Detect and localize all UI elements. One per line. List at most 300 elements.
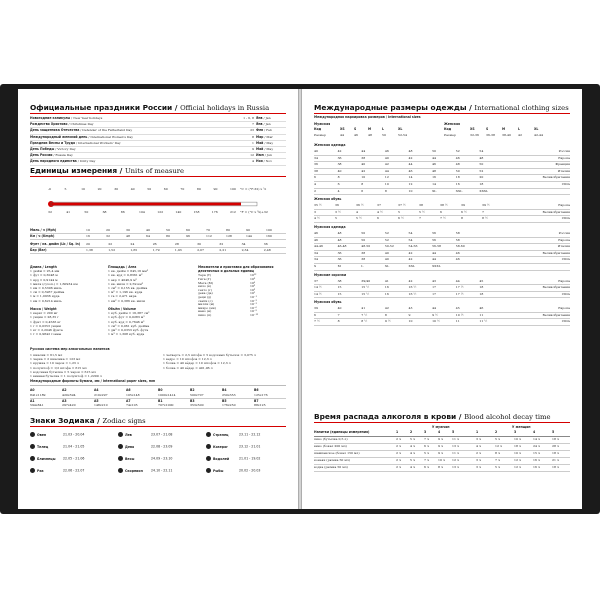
clothing-cell: 4	[314, 181, 316, 186]
holiday-name-en: / International Workers' Day	[75, 140, 121, 145]
clothing-cell: 4 ½	[377, 209, 383, 214]
alcohol-men-value: 9 ч	[438, 450, 443, 455]
pressure-label: Фунт / кв. дюйм (Lb / Sq. in)	[30, 242, 81, 246]
clothing-cell: 18	[479, 291, 484, 296]
alcohol-men-value: 13 ч	[452, 443, 459, 448]
clothing-header-cell: XS	[340, 127, 345, 131]
speed-value: 70	[206, 228, 210, 232]
holiday-date: 1	[252, 140, 254, 145]
clothing-country: Россия	[558, 230, 570, 235]
pressure-value: 26	[152, 242, 157, 246]
pressure-value: 1,79	[152, 248, 160, 253]
clothing-cell: 39	[461, 203, 465, 208]
clothing-row	[314, 175, 570, 182]
alcohol-women-value: 21 ч	[552, 457, 559, 462]
zodiac-dates: 22.08 - 23.09	[151, 444, 173, 449]
clothing-cell: 35 ½	[314, 203, 322, 208]
clothing-group-name: Мужская одежда	[314, 224, 346, 229]
clothing-cell: 58	[455, 237, 460, 242]
paper-code: A6	[126, 388, 131, 392]
clothing-cell: 8	[337, 175, 340, 180]
clothing-row	[314, 313, 570, 320]
alcohol-women-label: У женщин	[512, 425, 531, 429]
clothing-row	[314, 182, 570, 189]
speed-row	[30, 234, 286, 240]
mass-block: Масса / Weight 1 карат = 200 мг 1 унция = 28,35 г 1 фунт = 0,4536 кг 1 г = 0,0353 унции 1 кг = 2,2046 фунта 1 т = 0,9842 тонны	[30, 307, 100, 336]
clothing-row	[314, 264, 570, 271]
holiday-date: 1 - 6, 8	[243, 116, 254, 120]
clothing-cell: 5	[398, 209, 400, 214]
clothing-cell: 44	[384, 168, 389, 173]
clothing-header-cell: M	[368, 127, 372, 131]
alcohol-men-value: 7 ч	[424, 436, 429, 441]
alcohol-men-value: 6 ч	[424, 443, 429, 448]
clothing-country: США	[561, 291, 570, 296]
clothing-cell: 39/40	[361, 278, 371, 283]
zodiac-name: Лев	[125, 432, 132, 437]
holiday-name	[30, 135, 133, 139]
holiday-month	[256, 128, 286, 132]
clothing-cell: 44	[432, 306, 437, 311]
alcohol-women-value: 24 ч	[533, 443, 540, 448]
zodiac-name: Козерог	[213, 444, 228, 449]
volume-line: 1 куб. дюйм = 16,387 см³	[108, 311, 150, 316]
paper-code: B0	[158, 388, 163, 392]
holiday-name-en: / Russia Day	[52, 153, 73, 158]
clothing-cell: 18	[479, 181, 484, 186]
clothing-cell: 6	[314, 312, 316, 317]
paper-size: 125x176	[254, 392, 268, 397]
paper-code: A1	[30, 398, 35, 403]
clothing-cell: 8	[361, 181, 364, 186]
paper-title: Международные форматы бумаги, мм / International paper sizes, mm	[30, 379, 156, 383]
alcohol-women-value: 14 ч	[533, 436, 540, 441]
paper-size: 500x707	[190, 392, 204, 397]
prefix-value: 10⁻¹²	[250, 312, 259, 317]
prefix-value: 10⁻³	[250, 302, 257, 307]
clothing-cell: 52	[479, 168, 484, 173]
alcohol-row	[314, 444, 570, 451]
speed-value: 100	[266, 228, 272, 232]
holiday-name-ru: Рождество Христово	[30, 122, 68, 127]
speed-label: Км / ч (Kmph)	[30, 234, 55, 239]
paper-code: A2	[62, 388, 67, 392]
alcohol-rule	[314, 422, 570, 423]
zodiac-sign	[118, 432, 172, 437]
holiday-name-ru: День народного единства	[30, 159, 77, 164]
clothing-cell: 12	[408, 181, 413, 186]
prefixes-block: Множители и приставки для образования десятичных и дольных единиц Тера (Т) 10¹² Гига (Г) 10⁹ Мега (М) 10⁶ кило (к) 10³ гекто (г) 10² дека (да) 10¹ деци (д) 10⁻¹ санти (с) 10⁻² милли (м) 10⁻³ микро (мк) 10⁻⁶ нано (н) 10⁻⁹ пико (п) 10⁻¹²	[198, 265, 288, 317]
holiday-month-en: / Nov	[262, 159, 273, 164]
alcohol-measure-line: 1 ведро = 10 штофов = 12,3 л	[163, 357, 212, 362]
clothing-cell: 9	[408, 312, 411, 317]
alcohol-table	[314, 430, 570, 472]
clothing-row	[314, 169, 570, 176]
alcohol-men-value: 5 ч	[410, 457, 415, 462]
fahrenheit-scale	[48, 210, 288, 215]
prefix-name: кило (к)	[198, 284, 212, 289]
paper-code: A3	[62, 398, 67, 403]
volume-line: 1 м³ = 1,308 куб. ярда	[108, 332, 145, 337]
volume-block: Объём / Volume 1 куб. дюйм = 16,387 см³ 1 куб. фут = 0,0283 м³ 1 куб. ярд = 0,7646 м³ 1 см³ = 0,061 куб. дюйма 1 дм³ = 0,0353 куб. фута 1 м³ = 1,308 куб. ярда	[108, 307, 188, 336]
alcohol-men-value: 13 ч	[452, 464, 459, 469]
clothing-cell: 38	[314, 168, 318, 173]
clothing-cell: 58-60	[455, 244, 465, 249]
holiday-month	[256, 159, 286, 163]
clothing-cell: 52	[384, 237, 389, 242]
speed-value: 16	[86, 234, 90, 239]
speed-value: 96	[186, 234, 190, 239]
zodiac-icon	[30, 432, 35, 437]
clothing-cell: 6	[440, 209, 442, 214]
alcohol-men-label: У мужчин	[432, 425, 450, 429]
clothing-country: Италия	[557, 168, 570, 173]
alcohol-head-cell: 2	[495, 430, 498, 434]
clothing-cell: 48	[337, 230, 342, 235]
alcohol-men-value: 5 ч	[410, 436, 415, 441]
paper-size: 176x250	[222, 403, 236, 408]
clothing-header-cell: M	[502, 127, 506, 131]
holiday-month-ru: Янв	[256, 116, 263, 120]
paper-size: 148x210	[94, 403, 108, 408]
alcohol-women-value: 3 ч	[476, 464, 481, 469]
clothing-cell: 38	[361, 257, 366, 262]
scale-tick-label: 30	[114, 187, 119, 191]
clothing-country: Европа	[558, 306, 570, 311]
clothing-row	[314, 292, 570, 299]
paper-size: 105x148	[126, 392, 140, 397]
length-line: 1 ярд = 0,9144 м	[30, 277, 58, 282]
clothing-cell: 36	[337, 257, 342, 262]
clothing-cell: 39	[314, 306, 318, 311]
alcohol-men-value: 6 ч	[424, 464, 429, 469]
holiday-month-ru: Май	[256, 140, 264, 145]
alcohol-measures-block: Русская система мер алкогольных напитков	[30, 347, 110, 351]
alcohol-drink: пиво (бутылка 0,5 л)	[314, 436, 348, 441]
clothing-cell: 38	[419, 203, 423, 208]
clothing-cell: 48	[432, 168, 437, 173]
clothing-cell: 34	[314, 250, 318, 255]
speed-value: 20	[106, 228, 110, 232]
holiday-name-en: / Defender of the Fatherland Day	[79, 128, 133, 133]
clothing-country: США	[561, 216, 570, 221]
holiday-name-en: / New Year holidays	[70, 116, 103, 120]
clothing-cell: 54	[479, 149, 484, 153]
alcohol-row	[314, 458, 570, 465]
clothing-cell: 41	[361, 306, 366, 311]
clothing-header-cell: 44	[340, 133, 344, 137]
clothing-country: Европа	[558, 155, 570, 160]
clothing-header-cell: Размер	[314, 133, 326, 137]
holiday-name-en: / Christmas Day	[67, 122, 94, 127]
clothing-row	[314, 279, 570, 286]
volume-line: 1 куб. ярд = 0,7646 м³	[108, 319, 145, 324]
clothing-cell: 45	[455, 306, 460, 311]
clothing-cell: 36	[314, 162, 318, 167]
scale-tick-label: 212	[230, 210, 236, 214]
clothing-cell: 9 ½	[432, 312, 439, 317]
clothing-header-cell: 46	[354, 133, 358, 137]
clothing-cell: 7	[482, 209, 484, 214]
scale-tick-label: 50	[84, 210, 89, 214]
clothing-country: США	[561, 257, 570, 262]
paper-size: 74x105	[126, 403, 138, 408]
pressure-value: 1,52	[108, 248, 116, 253]
holiday-month-en: / Jan	[262, 122, 271, 127]
clothing-cell: 40	[384, 250, 389, 255]
speed-label: Миль / ч (Mph)	[30, 228, 57, 232]
prefix-value: 10⁹	[250, 277, 256, 281]
speed-table	[30, 228, 286, 240]
clothing-cell: 42	[408, 250, 413, 255]
clothing-country: Великобритания	[542, 250, 570, 255]
clothing-cell: 46	[455, 250, 460, 255]
paper-size: 420x594	[62, 392, 76, 397]
holiday-row	[30, 159, 286, 165]
holiday-name-ru: День России	[30, 153, 53, 158]
pressure-value: 2,48	[263, 248, 271, 253]
clothing-cell: 46	[314, 237, 318, 242]
speed-value: 160	[266, 234, 272, 239]
clothing-cell: XL	[384, 263, 390, 268]
zodiac-dates: 22.06 - 22.07	[63, 468, 85, 473]
alcohol-women-value: 10 ч	[514, 450, 521, 455]
area-line: 1 кв. ярд = 0,8361 м²	[108, 273, 143, 278]
holiday-name	[30, 153, 73, 157]
clothing-header-cell: L	[382, 127, 384, 131]
alcohol-women-value: 28 ч	[552, 443, 559, 448]
clothing-cell: 40	[337, 306, 342, 311]
alcohol-measure-line: 1 бочка = 40 вёдер = 491,96 л	[163, 365, 213, 370]
holiday-date: 9	[252, 146, 254, 151]
pressure-row	[30, 248, 286, 254]
clothing-cell: 46	[455, 155, 460, 160]
zodiac-icon	[206, 468, 211, 473]
holiday-month	[256, 147, 286, 151]
clothing-cell: M	[337, 263, 341, 268]
alcohol-measure-line: 1 четверть = 2,5 штофа = 5 водочных бутылок = 3,075 л	[163, 353, 256, 357]
holiday-month	[256, 141, 286, 145]
prefix-value: 10¹	[250, 291, 256, 296]
holiday-date: 7	[252, 122, 254, 127]
clothing-cell: 42	[408, 257, 413, 262]
clothing-cell: 39 ½	[482, 203, 490, 208]
clothing-cell: 7	[337, 312, 340, 317]
clothing-cell: 17 ½	[455, 285, 464, 290]
alcohol-head-cell: Напитки (единицы измерения)	[314, 430, 370, 434]
clothing-cell: 14	[408, 175, 413, 180]
alcohol-women-value: 5 ч	[495, 464, 500, 469]
clothing-group-name: Мужская обувь	[314, 300, 342, 305]
clothing-row	[314, 244, 570, 251]
clothing-cell: 44-46	[314, 244, 323, 249]
zodiac-name: Близнецы	[37, 456, 56, 461]
clothing-cell: 54	[408, 230, 413, 235]
alcohol-women-value: 2 ч	[476, 450, 481, 455]
alcohol-measure-line: 1 кружка = 10 чарок = 1,23 л	[30, 361, 79, 366]
clothing-cell: XXL	[408, 263, 415, 268]
clothing-row	[314, 231, 570, 238]
clothing-cell: 10	[361, 175, 366, 180]
alcohol-men-value: 2 ч	[396, 443, 401, 448]
zodiac-dates: 24.10 - 22.11	[151, 468, 173, 473]
clothing-cell: 42	[408, 155, 413, 160]
pressure-value: 20	[86, 242, 90, 246]
clothing-cell: 56	[432, 230, 437, 235]
clothing-header-cell: 42	[518, 133, 522, 137]
holidays-rule	[30, 113, 286, 114]
prefix-name: Гига (Г)	[198, 277, 212, 281]
right-page	[302, 89, 582, 509]
clothing-subtitle: Международная маркировка размеров / International sizes	[314, 115, 421, 119]
paper-code: A4	[94, 388, 99, 392]
fahrenheit-formula: °F = (°C x ⁹⁄₅)+32	[240, 210, 268, 214]
clothing-cell: 43	[432, 278, 437, 283]
clothing-cell: 15	[337, 291, 342, 296]
prefix-row	[198, 313, 288, 317]
length-line: 1 фут = 0,3048 м	[30, 273, 58, 278]
alcohol-men-value: 4 ч	[410, 450, 415, 455]
zodiac-sign	[118, 456, 172, 461]
clothing-cell: 5 ½	[419, 209, 425, 214]
paper-size: 210x297	[94, 392, 108, 397]
alcohol-drink: шампанское (бокал 150 мл)	[314, 450, 360, 455]
clothing-cell: 2	[314, 188, 316, 193]
clothing-cell: 52	[455, 149, 460, 153]
thermometer-icon	[48, 201, 264, 207]
pressure-value: 2,34	[241, 248, 249, 253]
alcohol-title: Время распада алкоголя в крови / Blood alcohol decay time	[314, 412, 551, 421]
holiday-month-ru: Мар	[256, 134, 264, 139]
clothing-cell: 18	[455, 175, 460, 180]
zodiac-icon	[30, 468, 35, 473]
alcohol-women-value: 8 ч	[495, 450, 500, 455]
zodiac-icon	[206, 432, 211, 437]
clothing-cell: 16	[432, 175, 437, 180]
clothing-country: Великобритания	[542, 209, 570, 214]
clothing-cell: 45	[479, 278, 484, 283]
alcohol-drink: водка (рюмка 50 мл)	[314, 464, 348, 469]
zodiac-icon	[118, 468, 123, 473]
clothing-header-cell: 50	[382, 133, 386, 137]
clothing-header-cell: 36-38	[486, 133, 495, 137]
holidays-title: Официальные праздники России / Official holidays in Russia	[30, 103, 270, 112]
clothing-cell: 8	[384, 188, 387, 193]
clothing-row	[314, 189, 570, 196]
zodiac-sign	[118, 444, 172, 449]
clothing-country: Европа	[558, 278, 570, 283]
speed-value: 144	[246, 234, 252, 239]
mass-line: 1 карат = 200 мг	[30, 311, 58, 316]
pressure-value: 1,93	[174, 248, 182, 253]
area-line: 1 кв. дюйм = 645,16 мм²	[108, 269, 149, 274]
clothing-cell: 40	[384, 257, 389, 262]
clothing-header-cell: XL	[534, 127, 539, 131]
prefix-value: 10⁶	[250, 280, 256, 285]
clothing-country: Великобритания	[542, 312, 570, 317]
clothing-country: США	[561, 181, 570, 186]
alcohol-measure-line: 1 водочная бутылка = 5 чарок = 615 мл	[30, 369, 96, 374]
alcohol-men-value: 5 ч	[424, 450, 429, 455]
holiday-name	[30, 122, 94, 126]
clothing-cell: 8	[461, 216, 463, 221]
zodiac-dates: 21.01 - 19.02	[239, 456, 261, 461]
clothing-cell: 17	[432, 291, 437, 296]
clothing-cell: 43	[408, 306, 413, 311]
clothing-cell: XXXL	[432, 263, 441, 268]
alcohol-measures-left	[30, 353, 160, 378]
volume-line: 1 куб. фут = 0,0283 м³	[108, 315, 145, 320]
holiday-date: 12	[250, 153, 254, 158]
mass-line: 1 г = 0,0353 унции	[30, 323, 61, 328]
clothing-cell: 34	[314, 257, 318, 262]
zodiac-icon	[118, 456, 123, 461]
length-line: 1 м = 1,0936 ярда	[30, 294, 60, 299]
alcohol-men-value: 12 ч	[452, 457, 459, 462]
clothing-header-cell: Код	[314, 127, 322, 131]
alcohol-women-value: 7 ч	[495, 457, 500, 462]
zodiac-icon	[206, 444, 211, 449]
mass-line: 1 кг = 2,2046 фунта	[30, 328, 63, 333]
clothing-row	[314, 210, 570, 217]
alcohol-women-value: 12 ч	[495, 443, 502, 448]
holiday-month-en: / Jun	[263, 153, 272, 158]
clothing-cell: 37	[377, 203, 381, 208]
clothing-cell: 16 ½	[408, 285, 417, 290]
clothing-row	[314, 251, 570, 258]
clothing-cell: 48	[408, 149, 413, 153]
paper-size: 594x841	[30, 403, 44, 408]
area-line: 1 кв. миля = 2,59 км²	[108, 281, 143, 286]
clothing-cell: 36 ½	[356, 203, 364, 208]
clothing-row	[314, 149, 570, 156]
clothing-cell: 15	[337, 285, 342, 290]
alcohol-women-value: 10 ч	[514, 436, 521, 441]
holiday-name-en: / Victory Day	[54, 146, 76, 151]
scale-tick-label: 70	[180, 187, 185, 191]
clothing-group-name: Мужские сорочки	[314, 272, 347, 277]
prefix-value: 10⁻⁶	[250, 305, 257, 310]
clothing-header-cell: 52-54	[398, 133, 407, 137]
clothing-cell: 18	[479, 285, 484, 290]
clothing-cell: 44	[455, 278, 460, 283]
prefix-name: милли (м)	[198, 302, 215, 307]
paper-size: 250x353	[222, 392, 236, 397]
clothing-cell: 6 ½	[398, 216, 404, 221]
clothing-cell: 40	[384, 155, 389, 160]
alcohol-measures-right	[163, 353, 288, 370]
clothing-cell: 42	[408, 278, 413, 283]
mass-line: 1 фунт = 0,4536 кг	[30, 319, 61, 324]
clothing-cell: 48	[455, 162, 460, 167]
clothing-country: США	[561, 319, 570, 324]
volume-line: 1 дм³ = 0,0353 куб. фута	[108, 328, 149, 333]
clothing-cell: 10 ½	[432, 319, 441, 324]
alcohol-drink: коньяк (рюмка 50 мл)	[314, 457, 350, 462]
clothing-cell: 10 ½	[455, 312, 464, 317]
clothing-cell: 36	[337, 250, 342, 255]
pressure-value: 1,38	[86, 248, 93, 253]
paper-code: B1	[158, 398, 163, 403]
clothing-cell: 36	[337, 155, 342, 160]
clothing-groups	[314, 141, 570, 326]
clothing-cell: 10	[384, 181, 389, 186]
alcohol-women-value: 18 ч	[552, 436, 559, 441]
clothing-cell: 52	[384, 230, 389, 235]
clothing-header-cell: Код	[444, 127, 452, 131]
holiday-name	[30, 141, 121, 145]
scale-tick-label: 60	[163, 187, 168, 191]
